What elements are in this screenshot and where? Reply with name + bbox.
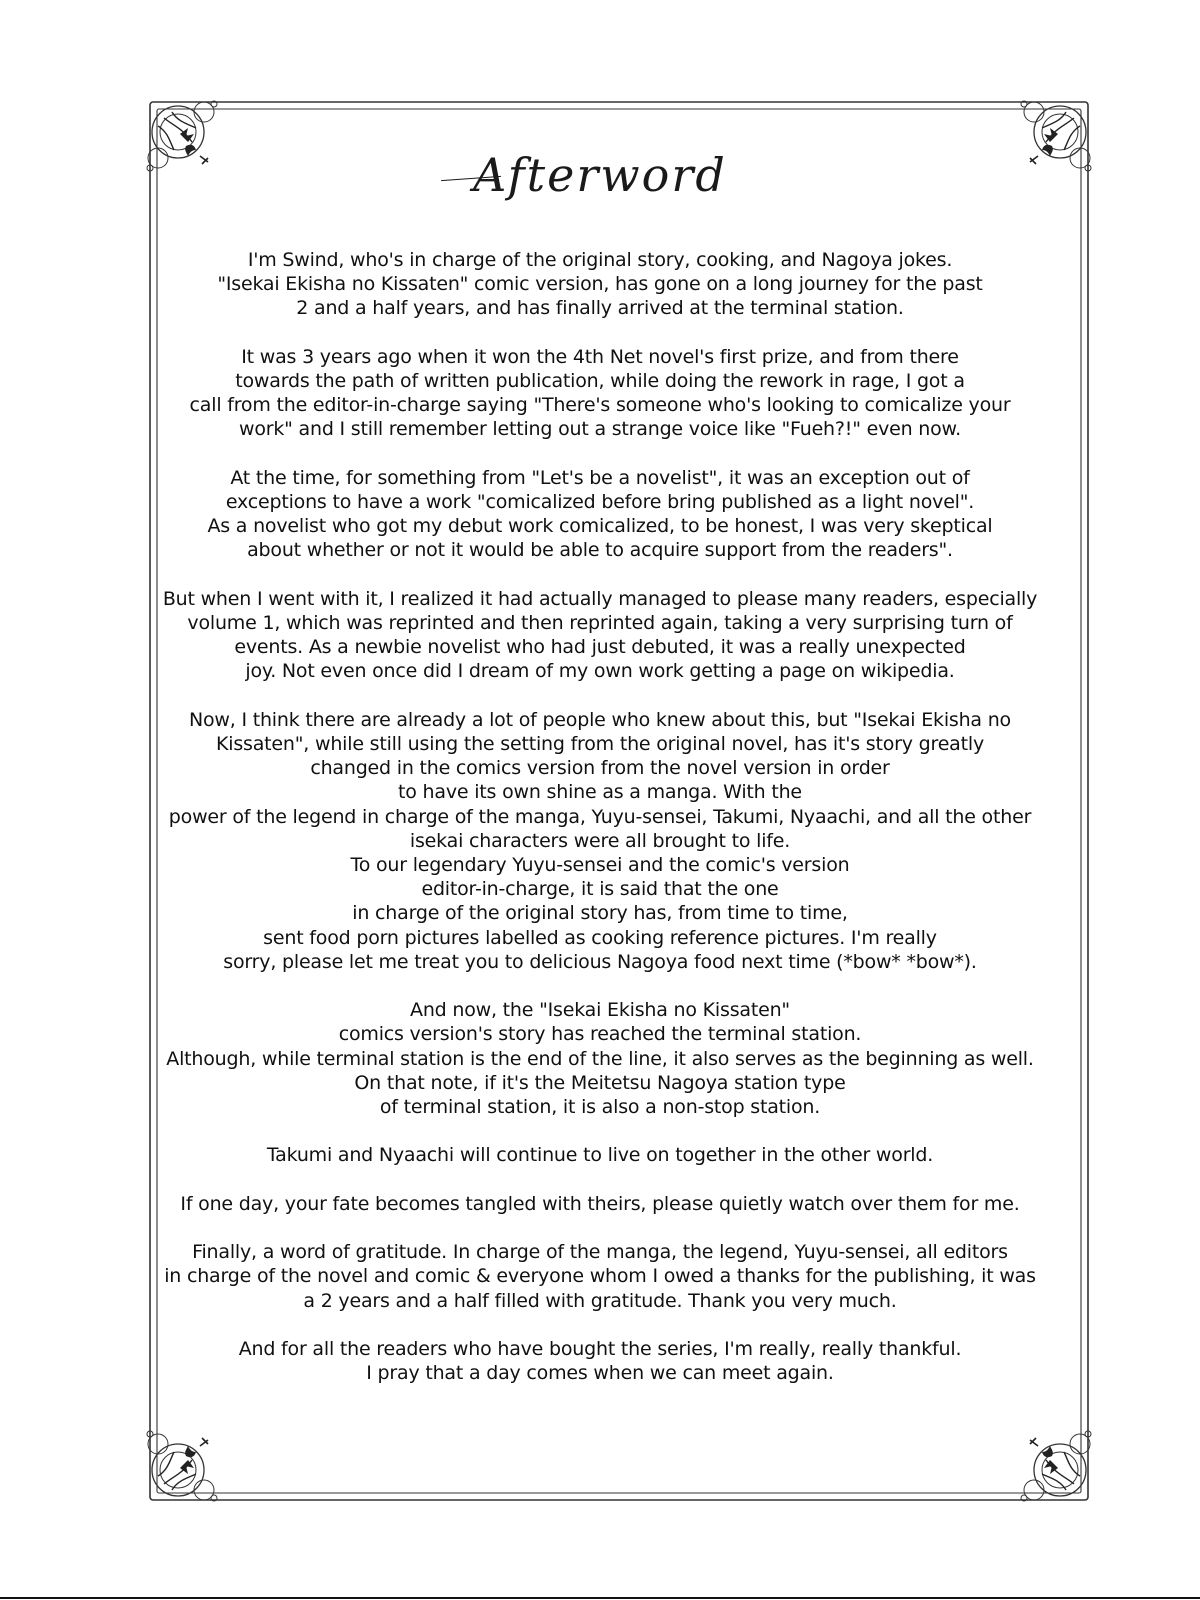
text-line: volume 1, which was reprinted and then reprinted again, taking a very surprising turn of xyxy=(187,612,1013,634)
text-line: Although, while terminal station is the end of the line, it also serves as the beginning as well. xyxy=(166,1047,1034,1070)
text-line: Now, I think there are already a lot of people who knew about this, but "Isekai Ekisha no xyxy=(189,708,1011,731)
paragraph xyxy=(160,1337,1040,1385)
text-line: of terminal station, it is also a non-stop station. xyxy=(379,1096,821,1119)
text-line: And now, the "Isekai Ekisha no Kissaten" xyxy=(410,999,790,1022)
text-line: To our legendary Yuyu-sensei and the comic's version xyxy=(350,854,850,877)
text-line: Kissaten", while still using the setting from the original novel, has it's story greatly xyxy=(216,733,984,755)
paragraph xyxy=(160,1143,1040,1167)
text-line: I'm Swind, who's in charge of the original story, cooking, and Nagoya jokes. xyxy=(247,249,953,271)
text-line: sent food porn pictures labelled as cooking reference pictures. I'm really xyxy=(263,926,937,949)
text-line: At the time, for something from "Let's be a novelist", it was an exception out of xyxy=(230,466,970,489)
text-line: If one day, your fate becomes tangled with theirs, please quietly watch over them for me. xyxy=(180,1192,1020,1215)
text-line: towards the path of written publication, while doing the rework in rage, I got a xyxy=(235,370,965,392)
text-line: changed in the comics version from the novel version in order xyxy=(310,757,890,780)
text-line: On that note, if it's the Meitetsu Nagoya station type xyxy=(354,1071,846,1094)
text-line: It was 3 years ago when it won the 4th Net novel's first prize, and from there xyxy=(241,345,959,368)
text-line: Takumi and Nyaachi will continue to live on together in the other world. xyxy=(266,1144,934,1167)
paragraph xyxy=(160,587,1040,684)
page-bottom-divider xyxy=(0,1597,1200,1599)
text-line: Finally, a word of gratitude. In charge of the manga, the legend, Yuyu-sensei, all editors xyxy=(192,1241,1008,1264)
text-line: call from the editor-in-charge saying "There's someone who's looking to comicalize your xyxy=(189,394,1011,417)
paragraph xyxy=(160,1240,1040,1313)
page-title-container xyxy=(0,148,1200,218)
text-line: work" and I still remember letting out a strange voice like "Fueh?!" even now. xyxy=(239,418,961,441)
text-line: 2 and a half years, and has finally arrived at the terminal station. xyxy=(296,297,904,320)
text-line: a 2 years and a half filled with gratitude. Thank you very much. xyxy=(303,1289,897,1312)
text-line: And for all the readers who have bought the series, I'm really, really thankful. xyxy=(238,1338,962,1360)
text-line: exceptions to have a work "comicalized before bring published as a light novel". xyxy=(225,491,975,513)
text-line: isekai characters were all brought to life. xyxy=(409,829,791,852)
paragraph xyxy=(160,466,1040,563)
text-line: sorry, please let me treat you to delicious Nagoya food next time (*bow* *bow*). xyxy=(223,950,977,973)
paragraph xyxy=(160,998,1040,1119)
page-title: Afterword xyxy=(463,148,737,202)
paragraph xyxy=(160,1192,1040,1216)
paragraph xyxy=(160,248,1040,321)
text-line: "Isekai Ekisha no Kissaten" comic version, has gone on a long journey for the past xyxy=(217,273,983,296)
afterword-body xyxy=(160,248,1040,1410)
text-line: events. As a newbie novelist who had just debuted, it was a really unexpected xyxy=(234,636,966,659)
text-line: in charge of the original story has, from time to time, xyxy=(352,902,848,925)
text-line: power of the legend in charge of the manga, Yuyu-sensei, Takumi, Nyaachi, and all the other xyxy=(168,805,1032,828)
paragraph xyxy=(160,708,1040,974)
paragraph xyxy=(160,345,1040,442)
text-line: As a novelist who got my debut work comicalized, to be honest, I was very skeptical xyxy=(207,515,993,538)
text-line: comics version's story has reached the terminal station. xyxy=(338,1023,862,1046)
text-line: editor-in-charge, it is said that the one xyxy=(421,878,779,901)
text-line: in charge of the novel and comic & everyone whom I owed a thanks for the publishing, it was xyxy=(164,1265,1036,1288)
text-line: joy. Not even once did I dream of my own work getting a page on wikipedia. xyxy=(245,660,955,683)
text-line: But when I went with it, I realized it had actually managed to please many readers, especially xyxy=(162,587,1038,610)
text-line: to have its own shine as a manga. With the xyxy=(398,781,802,804)
text-line: I pray that a day comes when we can meet again. xyxy=(366,1362,834,1385)
text-line: about whether or not it would be able to acquire support from the readers". xyxy=(247,539,953,562)
